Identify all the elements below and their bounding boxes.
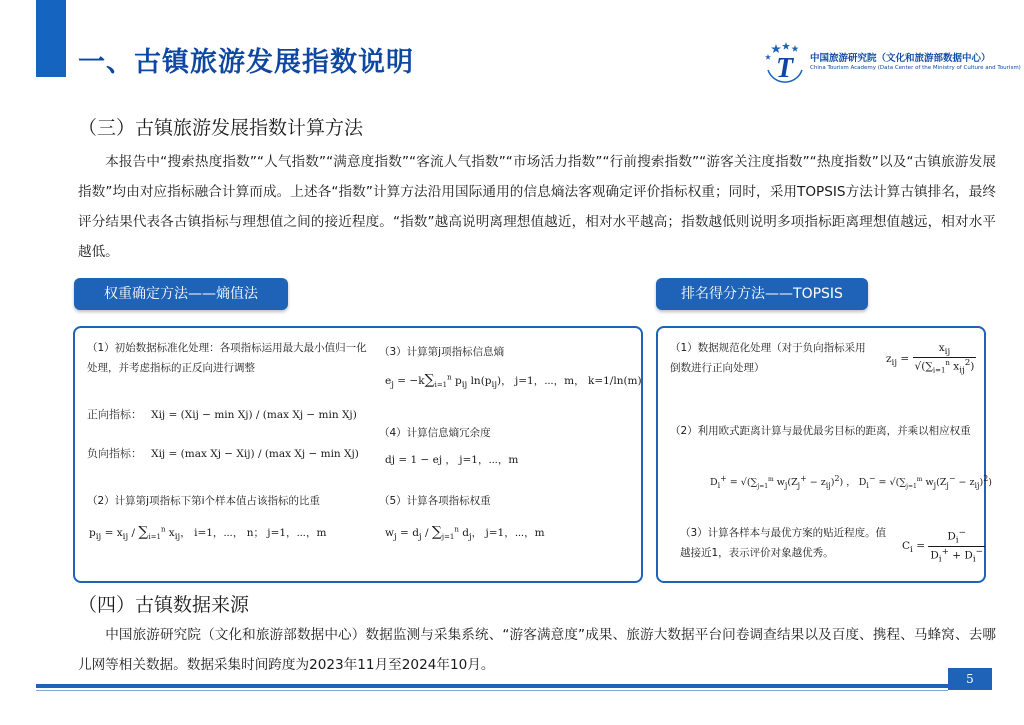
section-4-paragraph: 中国旅游研究院（文化和旅游部数据中心）数据监测与采集系统、“游客满意度”成果、旅游大数据平台问卷调查结果以及百度、携程、马蜂窝、去哪儿网等相关数据。数据采集时间跨度为2023年11月至2024年10月。 (78, 627, 996, 673)
page-number: 5 (948, 668, 992, 690)
positive-indicator-label: 正向指标： (87, 408, 142, 421)
positive-indicator-formula: Xij = (Xij − min Xj) / (max Xj − min Xj) (151, 409, 357, 421)
page-title: 一、古镇旅游发展指数说明 (78, 47, 414, 78)
logo-mark-icon (762, 40, 806, 84)
entropy-step-1-text: （1）初始数据标准化处理：各项指标运用最大最小值归一化处理，并考虑指标的正反向进行调整 (87, 342, 367, 374)
section-4-title: （四）古镇数据来源 (78, 594, 250, 616)
svg-text:T: T (776, 53, 794, 84)
header-accent-bar (36, 0, 66, 77)
negative-formula-row (87, 442, 359, 461)
negative-indicator-formula: Xij = (max Xj − Xij) / (max Xj − min Xj) (151, 448, 359, 460)
logo (762, 40, 1020, 90)
weight-method-label: 权重确定方法——熵值法 (74, 278, 288, 310)
ranking-method-label: 排名得分方法——TOPSIS (656, 278, 868, 310)
entropy-step-2-formula-tail: ， i=1，⋯， n； j=1，⋯，m (180, 527, 327, 539)
section-3-title: （三）古镇旅游发展指数计算方法 (78, 117, 364, 139)
entropy-method-panel (73, 326, 643, 583)
footer-bar (36, 684, 948, 688)
entropy-step-3-formula-tail: ， j=1，⋯，m， k=1/ln(m) (501, 375, 642, 387)
footer-divider (36, 690, 948, 691)
entropy-step-5-formula-tail: ， j=1，⋯，m (471, 527, 545, 539)
logo-chinese-name: 中国旅游研究院（文化和旅游部数据中心） (810, 53, 991, 64)
topsis-step-1-text: （1）数据规范化处理（对于负向指标采用倒数进行正向处理） (670, 342, 866, 374)
entropy-step-4-formula: dj = 1 − ej ， j=1，⋯，m (385, 454, 519, 466)
positive-formula-row (87, 403, 357, 422)
topsis-step-2-text: （2）利用欧式距离计算与最优最劣目标的距离，并乘以相应权重 (670, 425, 971, 437)
entropy-step-5-formula: $w_j = d_j / \sum_{j=1}^n$ $d_j$， j=1，⋯，m (385, 524, 545, 543)
topsis-step-1-formula: $z_{ij}$ = $\frac{x_{ij}}{√(\sum_{i=1}^n x_{ij}^2)}$ (886, 342, 975, 376)
topsis-step-3-formula: $C_i$ = $\frac{D_i^-}{D_i^+ + D_i^-}$ (902, 528, 983, 565)
logo-english-name: China Tourism Academy (Data Center of the Ministry of Culture and Tourism) (810, 65, 1021, 71)
entropy-step-3-text: （3）计算第j项指标信息熵 (379, 346, 505, 358)
topsis-method-panel (656, 326, 992, 583)
entropy-step-2-formula: $p_{ij} = x_{ij} / \sum_{i=1}^n$ $x_{ij}$， i=1，⋯， n； j=1，⋯，m (89, 524, 327, 543)
entropy-step-4-text: （4）计算信息熵冗余度 (379, 427, 491, 439)
entropy-step-2-text: （2）计算第j项指标下第i个样本值占该指标的比重 (87, 495, 321, 507)
entropy-step-5-text: （5）计算各项指标权重 (379, 495, 491, 507)
negative-indicator-label: 负向指标： (87, 447, 142, 460)
topsis-step-3-text: （3）计算各样本与最优方案的贴近程度。值越接近1，表示评价对象越优秀。 (680, 527, 887, 559)
entropy-step-3-formula: $e_j = -k\sum_{i=1}^n$ $p_{ij}$ $\ln(p_{ij})$， j=1，⋯，m， k=1/ln(m) (385, 372, 642, 391)
topsis-step-2-formula: $D_i^+ = √(\sum_{j=1}^m$ $w_j(Z_j^+ - z_{ij})^2$) ， $D_i^- = √(\sum_{j=1}^m$ $w_j(Z_j^- - z_{ij})^2$) (710, 474, 992, 491)
section-3-paragraph: 本报告中“搜索热度指数”“人气指数”“满意度指数”“客流人气指数”“市场活力指数”“行前搜索指数”“游客关注度指数”“热度指数”以及“古镇旅游发展指数”均由对应指标融合计算而成。上述各“指数”计算方法沿用国际通用的信息熵法客观确定评价指标权重；同时，采用TOPSIS方法计算古镇排名，最终评分结果代表各古镇指标与理想值之间的接近程度。“指数”越高说明离理想值越近，相对水平越高；指数越低则说明多项指标距离理想值越远，相对水平越低。 (78, 154, 996, 260)
